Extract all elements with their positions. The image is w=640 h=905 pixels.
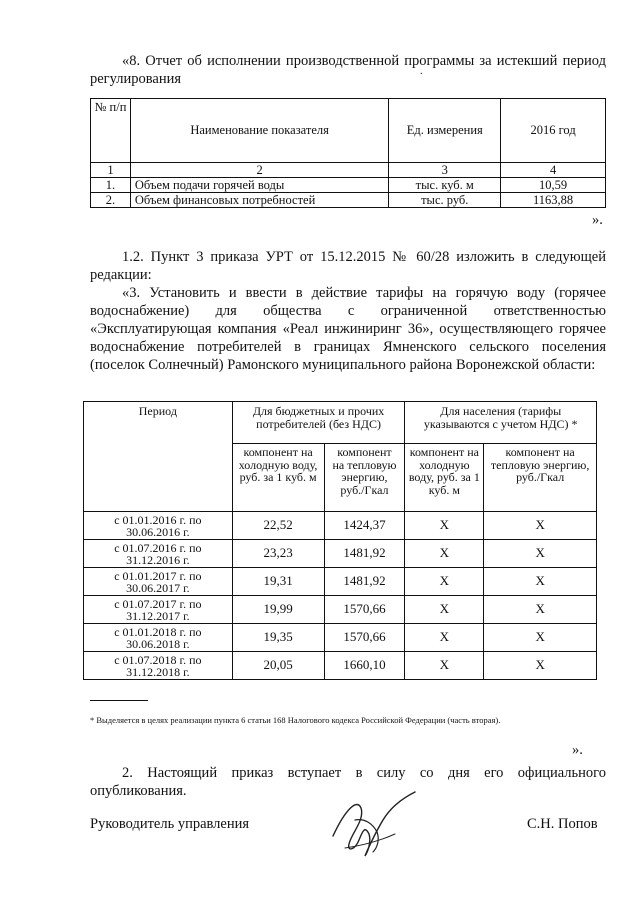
table-cell: 2. bbox=[91, 193, 131, 208]
table-row bbox=[84, 624, 597, 652]
budget-heat-value: 1424,37 bbox=[324, 512, 405, 540]
header-unit: Ед. измерения bbox=[389, 99, 501, 163]
table-cell: Объем финансовых потребностей bbox=[130, 193, 388, 208]
population-cold-water-value: X bbox=[405, 652, 484, 680]
period-cell: с 01.07.2016 г. по 31.12.2016 г. bbox=[84, 540, 233, 568]
budget-header: Для бюджетных и прочих потребителей (без НДС) bbox=[232, 402, 405, 444]
tariff-table bbox=[83, 401, 597, 680]
footnote: * Выделяется в целях реализации пункта 6 статьи 168 Налогового кодекса Российской Федерации (часть вторая). bbox=[90, 715, 501, 725]
period-header: Период bbox=[84, 402, 233, 512]
table-header-row bbox=[91, 99, 606, 163]
budget-cold-water-value: 19,31 bbox=[232, 568, 324, 596]
budget-cold-water-value: 22,52 bbox=[232, 512, 324, 540]
table-row bbox=[84, 568, 597, 596]
population-heat-value: X bbox=[484, 540, 597, 568]
table-row bbox=[91, 193, 606, 208]
population-heat-value: X bbox=[484, 596, 597, 624]
population-heat-value: X bbox=[484, 624, 597, 652]
tariff-header-row bbox=[84, 402, 597, 444]
section8-closing: ». bbox=[592, 212, 603, 228]
population-cold-water-value: X bbox=[405, 624, 484, 652]
table-cell: Объем подачи горячей воды bbox=[130, 178, 388, 193]
table-cell: 4 bbox=[501, 163, 606, 178]
subheader-budget-heat: компонент на тепловую энергию, руб./Гкал bbox=[324, 444, 405, 512]
population-cold-water-value: X bbox=[405, 596, 484, 624]
signatory-name: С.Н. Попов bbox=[527, 816, 598, 832]
population-heat-value: X bbox=[484, 652, 597, 680]
population-cold-water-value: X bbox=[405, 512, 484, 540]
table-cell: тыс. куб. м bbox=[389, 178, 501, 193]
budget-heat-value: 1570,66 bbox=[324, 624, 405, 652]
clause-2: 2. Настоящий приказ вступает в силу со дня его официального опубликования. bbox=[90, 765, 606, 799]
heading-dot: . bbox=[420, 66, 423, 77]
budget-cold-water-value: 19,35 bbox=[232, 624, 324, 652]
table-cell: 1. bbox=[91, 178, 131, 193]
clause-3-quote: «3. Установить и ввести в действие тарифы на горячую воду (горячее водоснабжение) для общества с ограниченной ответственностью «Эксплуатирующая компания «Реал инжиниринг 36», осуществляющего горячее водоснабжение потребителей в границах Ямненского сельского поселения (поселок Солнечный) Рамонского муниципального района Воронежской области: bbox=[90, 285, 606, 373]
table-cell: 3 bbox=[389, 163, 501, 178]
period-cell: с 01.01.2016 г. по 30.06.2016 г. bbox=[84, 512, 233, 540]
header-indicator: Наименование показателя bbox=[130, 99, 388, 163]
footnote-closing: ». bbox=[572, 742, 583, 758]
budget-cold-water-value: 23,23 bbox=[232, 540, 324, 568]
period-cell: с 01.07.2017 г. по 31.12.2017 г. bbox=[84, 596, 233, 624]
header-year: 2016 год bbox=[501, 99, 606, 163]
table-cell: 1 bbox=[91, 163, 131, 178]
table-row bbox=[84, 652, 597, 680]
table-cell: 1163,88 bbox=[501, 193, 606, 208]
section8-heading: «8. Отчет об исполнении производственной программы за истекший период регулирования bbox=[90, 53, 606, 87]
table-index-row bbox=[91, 163, 606, 178]
budget-heat-value: 1570,66 bbox=[324, 596, 405, 624]
period-cell: с 01.01.2017 г. по 30.06.2017 г. bbox=[84, 568, 233, 596]
subheader-population-cold-water: компонент на холодную воду, руб. за 1 куб. м bbox=[405, 444, 484, 512]
table-row bbox=[84, 512, 597, 540]
population-cold-water-value: X bbox=[405, 540, 484, 568]
table-cell: 10,59 bbox=[501, 178, 606, 193]
population-heat-value: X bbox=[484, 512, 597, 540]
table-cell: 2 bbox=[130, 163, 388, 178]
production-report-table bbox=[90, 98, 606, 208]
budget-heat-value: 1481,92 bbox=[324, 568, 405, 596]
footnote-divider bbox=[90, 700, 148, 701]
subheader-population-heat: компонент на тепловую энергию, руб./Гкал bbox=[484, 444, 597, 512]
population-heat-value: X bbox=[484, 568, 597, 596]
budget-heat-value: 1660,10 bbox=[324, 652, 405, 680]
period-cell: с 01.01.2018 г. по 30.06.2018 г. bbox=[84, 624, 233, 652]
clause-1-2: 1.2. Пункт 3 приказа УРТ от 15.12.2015 № 60/28 изложить в следующей редакции: bbox=[90, 249, 606, 283]
table-cell: тыс. руб. bbox=[389, 193, 501, 208]
budget-heat-value: 1481,92 bbox=[324, 540, 405, 568]
budget-cold-water-value: 19,99 bbox=[232, 596, 324, 624]
header-num: № п/п bbox=[91, 99, 131, 163]
subheader-budget-cold-water: компонент на холодную воду, руб. за 1 куб. м bbox=[232, 444, 324, 512]
population-cold-water-value: X bbox=[405, 568, 484, 596]
period-cell: с 01.07.2018 г. по 31.12.2018 г. bbox=[84, 652, 233, 680]
handwritten-signature bbox=[325, 790, 425, 860]
table-row bbox=[91, 178, 606, 193]
table-row bbox=[84, 596, 597, 624]
table-row bbox=[84, 540, 597, 568]
budget-cold-water-value: 20,05 bbox=[232, 652, 324, 680]
population-header: Для населения (тарифы указываются с учетом НДС) * bbox=[405, 402, 597, 444]
signatory-position: Руководитель управления bbox=[90, 816, 250, 832]
